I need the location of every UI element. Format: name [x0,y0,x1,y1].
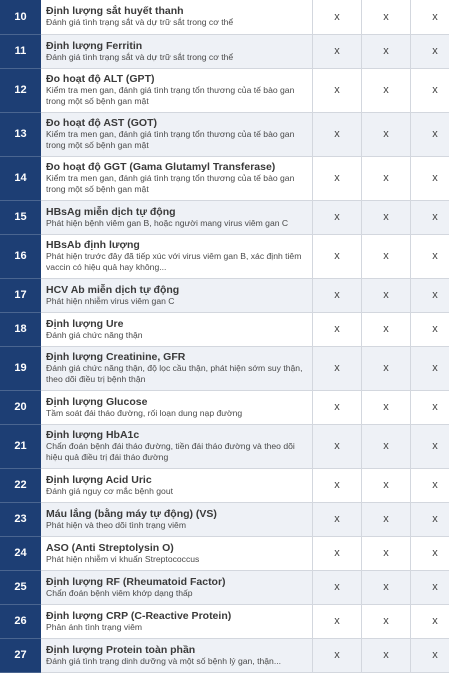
row-number: 17 [0,278,41,312]
package-1-mark: x [313,156,362,200]
package-2-mark: x [362,0,411,34]
package-2-mark: x [362,312,411,346]
package-1-mark: x [313,68,362,112]
package-1-mark: x [313,536,362,570]
package-2-mark: x [362,570,411,604]
package-1-mark: x [313,424,362,468]
package-1-mark: x [313,278,362,312]
test-cell [41,424,313,468]
table-row [0,112,449,156]
package-3-mark: x [411,312,449,346]
test-name: Máu lắng (bằng máy tự động) (VS) [46,508,308,520]
table-row [0,34,449,68]
test-description: Kiểm tra men gan, đánh giá tình trạng tổn thương của tế bào gan trong một số bệnh gan mật [46,85,308,107]
test-name: Định lượng CRP (C-Reactive Protein) [46,610,308,622]
package-3-mark: x [411,278,449,312]
row-number: 15 [0,200,41,234]
test-name: Định lượng Protein toàn phần [46,644,308,656]
row-number: 16 [0,234,41,278]
test-description: Chẩn đoán bệnh viêm khớp dạng thấp [46,588,308,599]
row-number: 24 [0,536,41,570]
row-number: 14 [0,156,41,200]
test-cell [41,312,313,346]
test-name: Đo hoạt độ AST (GOT) [46,117,308,129]
table-row [0,502,449,536]
test-cell [41,604,313,638]
test-cell [41,390,313,424]
test-name: Định lượng Acid Uric [46,474,308,486]
test-name: Đo hoạt độ ALT (GPT) [46,73,308,85]
table-row [0,234,449,278]
package-3-mark: x [411,34,449,68]
test-description: Đánh giá nguy cơ mắc bệnh gout [46,486,308,497]
test-description: Phát hiện trước đây đã tiếp xúc với virus viêm gan B, xác định tiêm vaccin có hiệu quả hay không... [46,251,308,273]
test-name: HCV Ab miễn dịch tự động [46,284,308,296]
package-2-mark: x [362,156,411,200]
row-number: 25 [0,570,41,604]
test-description: Phát hiện nhiễm virus viêm gan C [46,296,308,307]
package-2-mark: x [362,468,411,502]
test-cell [41,0,313,34]
test-description: Đánh giá tình trạng dinh dưỡng và một số bệnh lý gan, thận... [46,656,308,667]
package-3-mark: x [411,638,449,672]
package-3-mark: x [411,390,449,424]
test-cell [41,570,313,604]
table-row [0,278,449,312]
table-row [0,346,449,390]
table-row [0,638,449,672]
table-row [0,536,449,570]
package-3-mark: x [411,468,449,502]
package-3-mark: x [411,346,449,390]
test-cell [41,68,313,112]
test-description: Phát hiện bệnh viêm gan B, hoặc người mang virus viêm gan C [46,218,308,229]
row-number: 22 [0,468,41,502]
test-name: Đo hoạt độ GGT (Gama Glutamyl Transferase) [46,161,308,173]
package-1-mark: x [313,200,362,234]
package-1-mark: x [313,502,362,536]
test-name: Định lượng Ure [46,318,308,330]
test-name: HBsAb định lượng [46,239,308,251]
package-2-mark: x [362,536,411,570]
row-number: 12 [0,68,41,112]
test-name: Định lượng Creatinine, GFR [46,351,308,363]
package-2-mark: x [362,34,411,68]
package-2-mark: x [362,638,411,672]
package-2-mark: x [362,234,411,278]
package-3-mark: x [411,68,449,112]
test-description: Đánh giá tình trạng sắt và dự trữ sắt trong cơ thể [46,52,308,63]
table-row [0,390,449,424]
row-number: 23 [0,502,41,536]
package-1-mark: x [313,312,362,346]
package-2-mark: x [362,390,411,424]
package-1-mark: x [313,346,362,390]
test-description: Phát hiện nhiễm vi khuẩn Streptococcus [46,554,308,565]
table-row [0,570,449,604]
package-3-mark: x [411,424,449,468]
test-description: Tầm soát đái tháo đường, rối loạn dung nạp đường [46,408,308,419]
package-1-mark: x [313,34,362,68]
package-1-mark: x [313,570,362,604]
test-cell [41,502,313,536]
test-cell [41,278,313,312]
package-1-mark: x [313,234,362,278]
row-number: 18 [0,312,41,346]
table-row [0,200,449,234]
package-2-mark: x [362,278,411,312]
test-cell [41,346,313,390]
test-cell [41,34,313,68]
test-name: Định lượng Ferritin [46,40,308,52]
row-number: 27 [0,638,41,672]
table-row [0,424,449,468]
test-cell [41,234,313,278]
package-3-mark: x [411,200,449,234]
row-number: 19 [0,346,41,390]
test-name: Định lượng HbA1c [46,429,308,441]
table-row [0,68,449,112]
package-2-mark: x [362,502,411,536]
package-1-mark: x [313,638,362,672]
package-3-mark: x [411,502,449,536]
test-cell [41,638,313,672]
test-cell [41,112,313,156]
test-description: Kiểm tra men gan, đánh giá tình trạng tổn thương của tế bào gan trong một số bệnh gan mật [46,129,308,151]
package-2-mark: x [362,604,411,638]
table-row [0,468,449,502]
test-description: Kiểm tra men gan, đánh giá tình trạng tổn thương của tế bào gan trong một số bệnh gan mật [46,173,308,195]
package-2-mark: x [362,424,411,468]
test-cell [41,536,313,570]
package-1-mark: x [313,604,362,638]
package-3-mark: x [411,570,449,604]
table-row [0,0,449,34]
package-1-mark: x [313,0,362,34]
package-3-mark: x [411,156,449,200]
package-3-mark: x [411,536,449,570]
test-name: HBsAg miễn dịch tự động [46,206,308,218]
test-description: Đánh giá tình trạng sắt và dự trữ sắt trong cơ thể [46,17,308,28]
package-1-mark: x [313,112,362,156]
package-3-mark: x [411,112,449,156]
package-2-mark: x [362,112,411,156]
table-row [0,312,449,346]
table-row [0,604,449,638]
row-number: 11 [0,34,41,68]
row-number: 13 [0,112,41,156]
package-2-mark: x [362,200,411,234]
package-1-mark: x [313,468,362,502]
package-2-mark: x [362,346,411,390]
test-name: Định lượng Glucose [46,396,308,408]
test-name: Định lượng sắt huyết thanh [46,5,308,17]
package-2-mark: x [362,68,411,112]
row-number: 20 [0,390,41,424]
test-description: Chẩn đoán bệnh đái tháo đường, tiền đái tháo đường và theo dõi hiệu quả điều trị đái tháo đường [46,441,308,463]
table-row [0,156,449,200]
test-description: Phản ánh tình trạng viêm [46,622,308,633]
test-description: Đánh giá chức năng thận, độ lọc cầu thận, phát hiện sớm suy thận, theo dõi điều trị bệnh thận [46,363,308,385]
test-description: Đánh giá chức năng thận [46,330,308,341]
test-cell [41,156,313,200]
test-cell [41,468,313,502]
package-3-mark: x [411,234,449,278]
row-number: 26 [0,604,41,638]
package-1-mark: x [313,390,362,424]
test-description: Phát hiện và theo dõi tình trạng viêm [46,520,308,531]
row-number: 21 [0,424,41,468]
package-3-mark: x [411,0,449,34]
row-number: 10 [0,0,41,34]
package-3-mark: x [411,604,449,638]
test-cell [41,200,313,234]
test-name: Định lượng RF (Rheumatoid Factor) [46,576,308,588]
test-name: ASO (Anti Streptolysin O) [46,542,308,554]
